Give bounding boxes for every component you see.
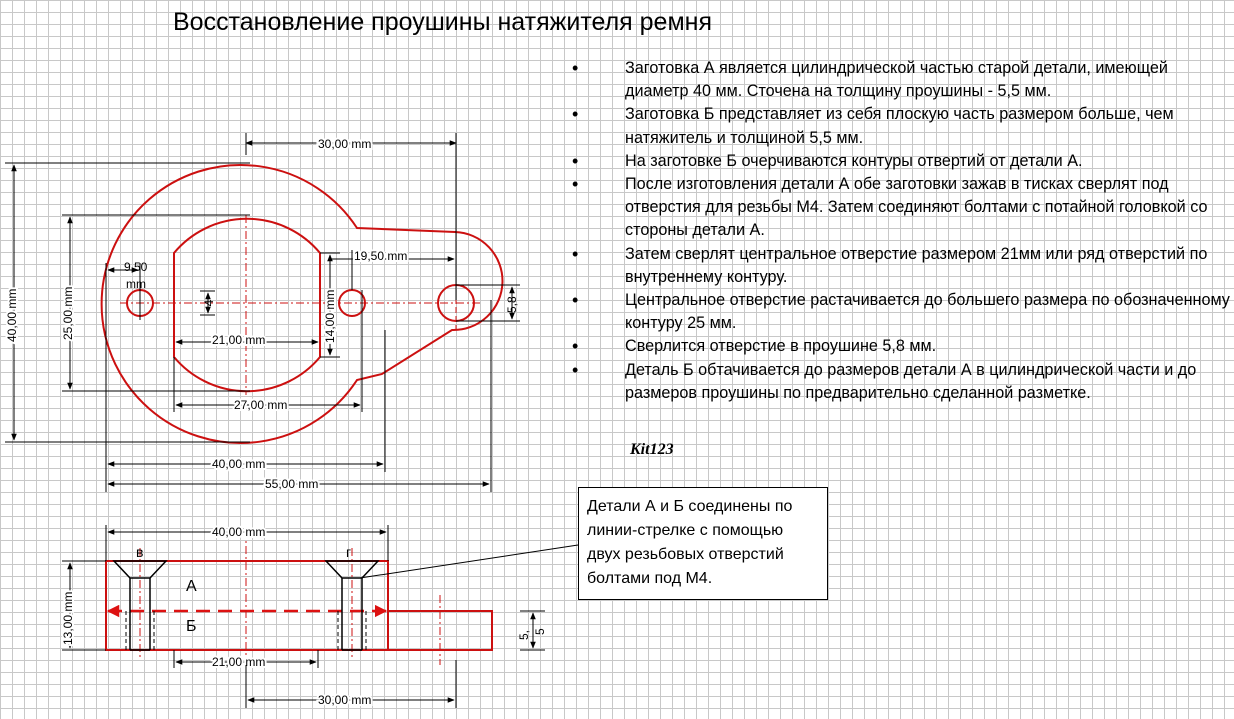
dim-21-side: 21,00 mm: [212, 655, 266, 669]
dim-27: 27,00 mm: [234, 398, 288, 412]
dim-9-5-unit: mm: [126, 277, 146, 291]
label-part-a: А: [186, 578, 197, 595]
dim-40-vertical: 40,00 mm: [5, 288, 19, 342]
dim-5-8: 5,8: [505, 296, 519, 313]
label-v: в: [136, 544, 144, 560]
outer-contour: [102, 165, 503, 443]
dim-21-top: 21,00 mm: [212, 333, 266, 347]
callout-box: Детали А и Б соединены по линии-стрелке с помощью двух резьбовых отверстий болтами под М4.: [578, 487, 828, 600]
dim-25-vertical: 25,00 mm: [61, 286, 75, 340]
instruction-item: • После изготовления детали А обе заготовки зажав в тисках сверлят под отверстия для резьбы М4. Затем соединяют болтами с потайной головкой со стороны детали А.: [568, 173, 1233, 243]
dim-5-5-part2: 5: [533, 628, 547, 635]
inner-contour: [174, 219, 320, 391]
dim-14-vertical: 14,00 mm: [323, 289, 337, 343]
top-view: [5, 133, 520, 492]
side-view: [61, 525, 578, 708]
instruction-item: • Заготовка А является цилиндрической частью старой детали, имеющей диаметр 40 мм. Сточена на толщину проушины - 5,5 мм.: [568, 57, 1233, 103]
instruction-item: • Сверлится отверстие в проушине 5,8 мм.: [568, 335, 1233, 358]
bolt-left: [114, 561, 166, 650]
bolt-right: [326, 561, 378, 650]
page-title: Восстановление проушины натяжителя ремня: [173, 8, 712, 36]
dim-5-5-part1: 5,: [517, 629, 531, 640]
part-a-b-body: [106, 561, 388, 650]
label-part-b: Б: [186, 618, 197, 635]
instruction-item: • На заготовке Б очерчиваются контуры отвертий от детали А.: [568, 150, 1233, 173]
instruction-item: • Центральное отверстие растачивается до большего размера по обозначенному контуру 25 мм.: [568, 289, 1233, 335]
dim-30-side: 30,00 mm: [318, 693, 372, 707]
dim-55: 55,00 mm: [265, 477, 319, 491]
instruction-item: • Затем сверлят центральное отверстие размером 21мм или ряд отверстий по внутреннему контуру.: [568, 243, 1233, 289]
dim-9-5-value: 9,50: [124, 260, 148, 274]
dim-4: 4: [202, 299, 216, 307]
dim-40-side: 40,00 mm: [212, 525, 266, 539]
label-g: г: [346, 544, 352, 560]
author-signature: Kit123: [630, 441, 674, 458]
dim-19-5: 19,50 mm: [354, 249, 408, 263]
dim-30-top: 30,00 mm: [318, 137, 372, 151]
instruction-item: • Деталь Б обтачивается до размеров детали А в цилиндрической части и до размеров проушины по предварительно сделанной разметке.: [568, 359, 1233, 405]
dim-40-horizontal: 40,00 mm: [212, 457, 266, 471]
instruction-item: • Заготовка Б представляет из себя плоскую часть размером больше, чем натяжитель и толщиной 5,5 мм.: [568, 103, 1233, 149]
dim-13-vertical: 13,00 mm: [61, 591, 75, 645]
